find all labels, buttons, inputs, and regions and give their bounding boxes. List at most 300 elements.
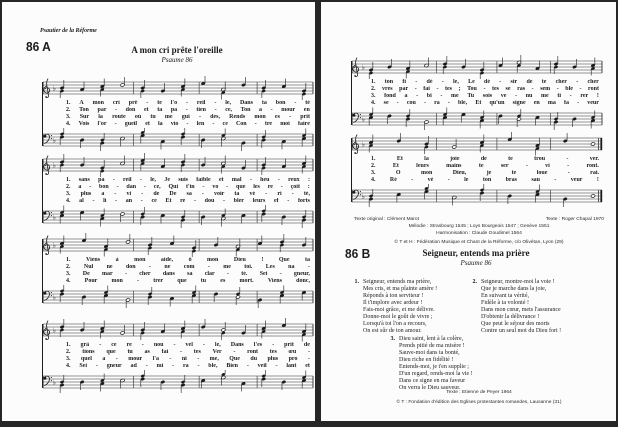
system-lyrics xyxy=(42,177,314,205)
lyric-syllable: - xyxy=(415,79,418,85)
lyric-syllable: 2. xyxy=(66,183,71,190)
lyric-syllable: : xyxy=(307,183,310,190)
lyric-line xyxy=(371,170,599,177)
lyric-syllable: de xyxy=(153,190,160,197)
lyric-syllable: mon xyxy=(111,277,123,284)
lyric-syllable: mon xyxy=(254,113,266,120)
lyric-syllable: O xyxy=(395,169,401,176)
credits-86a xyxy=(354,217,604,245)
lyric-syllable: 2. xyxy=(66,348,71,355)
lyric-syllable: l'o xyxy=(170,100,178,106)
lyric-syllable: ver. xyxy=(589,156,599,162)
verse-line: Réponds à ton serviteur ! xyxy=(363,293,424,299)
verse-number: 3. xyxy=(390,336,395,342)
verse-3 xyxy=(385,336,473,392)
music-system xyxy=(351,132,603,208)
lyric-syllable: li xyxy=(103,197,107,204)
lyric-syllable: - xyxy=(114,120,117,127)
lyric-line xyxy=(66,349,310,356)
staff-bass xyxy=(42,128,314,152)
lyric-syllable: - xyxy=(287,197,290,204)
lyric-syllable: - xyxy=(140,197,143,204)
lyric-syllable: 4. xyxy=(66,197,71,204)
lyric-syllable: à xyxy=(115,257,119,263)
piece-title-86b: Seigneur, entends ma prière xyxy=(422,248,530,258)
lyric-syllable: pa xyxy=(170,106,178,113)
lyric-syllable: tes xyxy=(445,85,453,92)
lyric-syllable: - xyxy=(447,176,450,183)
lyric-syllable: le, xyxy=(150,177,157,183)
lyric-syllable: Que xyxy=(229,355,240,362)
lyric-syllable: vi xyxy=(126,190,132,197)
lyric-syllable: en xyxy=(533,99,540,106)
verse-line: En suivant ta vérité, xyxy=(481,293,529,299)
lyric-syllable: tes xyxy=(193,348,201,355)
lyric-syllable: 3. xyxy=(371,169,376,176)
lyric-syllable: De xyxy=(82,270,90,277)
lyric-syllable: gueil xyxy=(124,120,138,127)
verse-lines xyxy=(481,279,561,335)
lyric-syllable: - xyxy=(214,106,217,113)
lyric-syllable: prê xyxy=(128,100,138,106)
footer-text-credit: Texte : Etienne de Peyer 1964 xyxy=(446,390,512,395)
lyric-syllable: té xyxy=(305,100,310,106)
lyric-syllable: bras xyxy=(505,176,517,183)
lyric-syllable: bon xyxy=(275,100,286,106)
lyric-syllable: Bien xyxy=(226,362,238,369)
lyric-syllable: Tu xyxy=(467,92,475,99)
page-left xyxy=(2,2,315,421)
lyric-syllable: par xyxy=(399,85,409,92)
title-block-86a xyxy=(57,45,297,64)
lyric-syllable: du xyxy=(250,355,258,362)
lyric-syllable: tu xyxy=(200,277,207,284)
lyric-syllable: Ton xyxy=(79,106,89,113)
svg-text:♭: ♭ xyxy=(361,114,366,123)
lyric-syllable: De xyxy=(169,190,177,197)
lyric-syllable: - xyxy=(149,263,152,270)
lyric-syllable: - xyxy=(145,362,148,369)
lyric-syllable: - xyxy=(447,99,450,106)
lyric-syllable: ad xyxy=(130,362,137,369)
lyric-syllable: la xyxy=(424,156,429,162)
lyric-syllable: a xyxy=(101,190,105,197)
lyric-line xyxy=(371,86,599,93)
lyric-line xyxy=(66,356,310,363)
verse-line: Contre un seul mot du Dieu fort ! xyxy=(481,328,562,334)
lyric-syllable: fai xyxy=(161,348,169,355)
lyric-syllable: - xyxy=(233,348,236,355)
verse-lines xyxy=(363,279,437,335)
verse-line: Fais-moi grâce, et me délivre. xyxy=(363,307,435,313)
lyric-syllable: gui xyxy=(181,113,190,120)
staff-treble xyxy=(42,233,314,257)
lyric-syllable: - xyxy=(226,270,229,277)
lyric-syllable: - xyxy=(197,355,200,362)
lyric-syllable: - xyxy=(114,190,117,197)
lyric-syllable: ne xyxy=(164,263,171,270)
lyric-syllable: - xyxy=(180,348,183,355)
lyric-syllable: Nul xyxy=(83,263,94,270)
lyric-syllable: ta xyxy=(157,106,163,113)
lyric-syllable: - xyxy=(272,342,275,348)
lyric-syllable: al xyxy=(79,197,84,204)
lyric-syllable: ta xyxy=(305,257,310,263)
lyric-syllable: par xyxy=(97,106,107,113)
piece-subtitle-86a: Psaume 86 xyxy=(161,56,193,64)
lyric-syllable: - xyxy=(440,92,443,99)
lyric-syllable: ce xyxy=(111,342,117,348)
lyric-line xyxy=(66,191,310,198)
lyric-line xyxy=(371,100,599,107)
lyric-syllable: vres xyxy=(382,85,393,92)
lyric-syllable: sau xyxy=(531,176,540,183)
lyric-syllable: - xyxy=(201,190,204,197)
lyric-syllable: Qui xyxy=(168,183,179,190)
svg-text:♭: ♭ xyxy=(52,326,57,335)
music-system xyxy=(42,233,314,309)
svg-text:♭: ♭ xyxy=(361,63,366,72)
verse-line: Dieu saint, lent à la colère, xyxy=(399,336,464,342)
lyric-syllable: ô xyxy=(188,257,192,263)
lyric-syllable: - xyxy=(499,79,502,85)
lyric-syllable: te xyxy=(511,169,517,176)
lyric-syllable: lant xyxy=(286,362,297,369)
lyric-syllable: - xyxy=(566,156,569,162)
lyric-syllable: tes xyxy=(269,348,277,355)
lyric-syllable: suis xyxy=(178,177,188,183)
lyric-syllable: - xyxy=(416,92,419,99)
lyric-syllable: - xyxy=(424,99,426,106)
lyric-syllable: es xyxy=(220,277,226,284)
lyric-syllable: - xyxy=(146,100,149,106)
lyric-line xyxy=(66,107,310,114)
lyric-syllable: ef xyxy=(273,197,279,204)
lyric-syllable: gneur, xyxy=(293,270,310,277)
lyric-syllable: cher xyxy=(555,79,567,85)
lyric-syllable: - xyxy=(202,183,205,190)
lyric-syllable: tu xyxy=(127,348,133,355)
verse-line: Donne-moi le goût de vivre ; xyxy=(363,314,433,320)
verse-line: Seigneur, montre-moi la voie ! xyxy=(481,279,555,285)
lyric-syllable: 1. xyxy=(371,79,376,85)
lyric-syllable: sans xyxy=(78,177,90,183)
lyric-syllable: et xyxy=(143,106,149,113)
lyric-syllable: ble, xyxy=(208,362,218,369)
verse-lines xyxy=(399,336,473,392)
lyric-syllable: et xyxy=(145,120,150,127)
music-system xyxy=(42,76,314,152)
lyric-syllable: Et xyxy=(475,99,482,106)
lyric-line xyxy=(66,121,310,128)
svg-text:♭: ♭ xyxy=(52,377,57,386)
lyric-syllable: té, xyxy=(303,190,310,197)
lyric-syllable: A xyxy=(79,100,84,106)
lyric-syllable: - xyxy=(436,85,439,92)
lyric-syllable: - xyxy=(279,270,282,277)
lyric-syllable: ser xyxy=(500,162,509,169)
lyric-syllable: vio xyxy=(170,120,179,127)
lyric-syllable: veur xyxy=(587,99,599,106)
verse-line: Sauve-moi dans ta bonté, xyxy=(399,350,460,356)
lyric-syllable: les xyxy=(253,183,260,190)
verse-number: 1. xyxy=(354,279,359,285)
lyric-syllable: l'a xyxy=(152,355,159,362)
verse-2 xyxy=(467,279,561,335)
staff-treble xyxy=(42,153,314,177)
lyric-syllable: çoit xyxy=(290,183,300,190)
lyric-syllable: ma xyxy=(547,99,556,106)
lyric-syllable: en xyxy=(303,106,310,113)
lyric-line xyxy=(371,93,599,100)
running-header: Psautier de la Réforme xyxy=(40,28,97,34)
lyric-syllable: an xyxy=(125,197,133,204)
lyric-syllable: bî xyxy=(426,92,432,99)
lyric-syllable: re xyxy=(180,197,186,204)
lyric-syllable: Dans xyxy=(230,342,244,348)
system-barline xyxy=(42,324,43,388)
verse-line: On est sûr de ton amour. xyxy=(363,328,422,334)
lyric-syllable: rai. xyxy=(590,169,599,176)
staff-bass xyxy=(351,184,603,208)
piece-number-86b: 86 B xyxy=(345,246,371,261)
lyric-syllable: ; xyxy=(458,85,461,92)
lyric-syllable: le xyxy=(464,176,469,183)
lyric-syllable: mort. xyxy=(239,277,254,284)
svg-text:♭: ♭ xyxy=(52,241,57,250)
lyric-syllable: leurs xyxy=(416,162,429,169)
lyric-syllable: cher xyxy=(587,79,599,85)
lyric-syllable: mar xyxy=(102,270,113,277)
staff-bass xyxy=(42,370,314,394)
lyric-syllable: - xyxy=(556,85,559,92)
lyric-syllable: vel xyxy=(185,342,193,348)
lyric-syllable: es xyxy=(274,113,280,120)
lyric-syllable: - xyxy=(139,177,142,183)
lyric-syllable: - xyxy=(579,85,582,92)
lyric-syllable: 1. xyxy=(66,177,71,183)
lyric-syllable: 2. xyxy=(371,162,376,169)
lyric-syllable: - xyxy=(212,120,215,127)
lyric-syllable: dan xyxy=(126,183,137,190)
lyric-syllable: pro xyxy=(288,355,298,362)
verse-line: Dieu riche en fidélité ! xyxy=(399,357,454,363)
lyric-syllable: - xyxy=(576,79,579,85)
lyric-syllable: heu xyxy=(260,177,270,183)
title-block-86b xyxy=(361,248,591,267)
lyric-line xyxy=(66,177,310,184)
lyric-syllable: Que xyxy=(278,257,290,263)
lyric-syllable: me xyxy=(164,113,173,120)
lyric-syllable: 4. xyxy=(371,176,376,183)
lyric-syllable: tu xyxy=(150,113,156,120)
credit-melody: Mélodie : Strasbourg 1545 ; Loys Bourgeois 1547 ; Genève 1551 xyxy=(408,223,550,229)
lyric-syllable: vi xyxy=(545,162,550,169)
lyric-syllable: mour xyxy=(128,355,143,362)
lyric-syllable: - xyxy=(567,162,570,169)
lyric-syllable: Vois xyxy=(78,120,90,127)
lyric-syllable: - xyxy=(141,342,144,348)
lyric-syllable: sem xyxy=(540,85,551,92)
staff-bass xyxy=(351,107,603,131)
system-lyrics xyxy=(42,342,314,370)
lyric-syllable: veur xyxy=(570,176,583,183)
music-system xyxy=(42,153,314,229)
lyric-syllable: - xyxy=(307,263,310,270)
lyric-syllable: mour xyxy=(281,106,296,113)
lyric-syllable: quel xyxy=(80,355,92,362)
lyric-syllable: 1. xyxy=(371,156,376,162)
music-system xyxy=(351,55,603,131)
lyric-syllable: signe xyxy=(512,99,526,106)
lyric-syllable: - xyxy=(265,190,268,197)
lyric-syllable: ton xyxy=(384,79,394,85)
staff-bass xyxy=(42,285,314,309)
lyric-syllable: dans xyxy=(162,270,175,277)
lyric-syllable: se xyxy=(505,85,511,92)
lyric-syllable: trer xyxy=(153,277,164,284)
lyric-syllable: 2. xyxy=(371,85,376,92)
lyric-syllable: ! xyxy=(596,92,599,99)
lyric-syllable: ras xyxy=(517,85,526,92)
lyric-syllable: te xyxy=(541,79,547,85)
verse-line: Lorsqu'à toi l'on a recours, xyxy=(363,321,427,327)
lyric-syllable: reil xyxy=(123,177,132,183)
lyric-syllable: - xyxy=(525,162,528,169)
lyric-syllable: ce, xyxy=(225,106,233,113)
system-barline xyxy=(42,82,43,146)
credit-original-text: Texte original : Clément Marot xyxy=(354,217,419,222)
lyric-syllable: : xyxy=(307,177,310,183)
lyric-syllable: 1. xyxy=(66,342,71,348)
lyric-syllable: 4. xyxy=(66,120,71,127)
lyric-syllable: - xyxy=(115,355,118,362)
lyric-syllable: 3. xyxy=(66,270,71,277)
system-lyrics xyxy=(42,100,314,128)
system-barline xyxy=(42,239,43,303)
credit-text-author: Texte : Roger Chapal 1970 xyxy=(545,217,604,222)
lyric-syllable: clar xyxy=(204,270,215,277)
lyric-syllable: - xyxy=(567,169,570,176)
lyric-syllable: trou xyxy=(534,156,546,162)
lyric-syllable: bon xyxy=(99,183,109,190)
lyric-syllable: - xyxy=(186,100,188,106)
lyric-syllable: - xyxy=(294,100,297,106)
lyric-syllable: - xyxy=(280,183,283,190)
credit-copyright-86a: © T et H : Fédération Musique et Chant de la Réforme, c/o Olivétan, Lyon (29) xyxy=(394,240,564,246)
lyric-syllable: mains xyxy=(446,162,462,169)
lyric-syllable: cou xyxy=(406,99,416,106)
lyric-syllable: moi xyxy=(280,120,290,127)
lyric-syllable: l'or xyxy=(97,120,107,127)
lyric-syllable: ra xyxy=(434,99,440,106)
lyric-syllable: - xyxy=(141,190,144,197)
lyric-syllable: joie xyxy=(450,156,460,162)
lyric-syllable: - xyxy=(185,106,188,113)
lyric-syllable: ! xyxy=(596,176,599,183)
lyric-syllable: faible xyxy=(196,177,211,183)
lyric-syllable: ton xyxy=(482,176,492,183)
lyric-syllable: 3. xyxy=(66,113,71,120)
page-right xyxy=(321,2,616,421)
lyric-syllable: et xyxy=(305,362,310,369)
lyric-syllable: 4. xyxy=(66,362,71,369)
lyric-syllable: ve xyxy=(500,92,507,99)
lyric-syllable: reux xyxy=(288,177,300,183)
lyric-syllable: bler xyxy=(233,197,244,204)
verse-line: Seigneur, entends ma prière, xyxy=(363,279,432,285)
lyric-syllable: - xyxy=(214,100,217,106)
lyric-syllable: tre xyxy=(264,120,273,127)
lyric-syllable: Rends xyxy=(229,113,246,120)
lyric-syllable: - xyxy=(115,197,118,204)
lyric-syllable: mal xyxy=(231,177,242,183)
lyric-syllable: Dans xyxy=(239,100,253,106)
lyric-syllable: plus xyxy=(267,355,279,362)
lyric-syllable: don xyxy=(125,263,136,270)
lyric-line xyxy=(66,264,310,271)
lyric-syllable: a xyxy=(404,92,408,99)
svg-text:♭: ♭ xyxy=(52,292,57,301)
lyric-syllable: - xyxy=(531,85,534,92)
lyric-syllable: donc, xyxy=(296,277,310,284)
lyric-syllable: - xyxy=(441,79,444,85)
lyric-syllable: - xyxy=(95,362,98,369)
svg-text:♭: ♭ xyxy=(361,140,366,149)
svg-text:♭: ♭ xyxy=(52,212,57,221)
lyric-line xyxy=(371,177,599,184)
lyric-syllable: - xyxy=(226,183,229,190)
lyric-line xyxy=(66,257,310,264)
staff-treble xyxy=(42,76,314,100)
lyric-syllable: - xyxy=(172,362,175,369)
lyric-syllable: t'in xyxy=(185,183,195,190)
lyric-syllable: Et xyxy=(165,197,172,204)
lyric-syllable: - xyxy=(124,270,127,277)
lyric-syllable: - xyxy=(307,348,310,355)
lyric-syllable: ble xyxy=(565,85,573,92)
lyric-syllable: sa xyxy=(186,190,192,197)
lyric-syllable: - xyxy=(137,277,140,284)
lyric-syllable: a xyxy=(102,355,106,362)
verse-line: Que je marche dans la joie, xyxy=(481,286,547,292)
svg-text:♭: ♭ xyxy=(361,191,366,200)
lyric-syllable: ble, xyxy=(458,99,468,106)
lyric-syllable: - xyxy=(569,92,572,99)
lyric-syllable: fa xyxy=(564,99,569,106)
lyric-syllable: té. xyxy=(241,270,248,277)
lyric-syllable: ri xyxy=(277,190,282,197)
lyric-syllable: as xyxy=(144,348,150,355)
system-lyrics xyxy=(42,257,314,285)
verse-line: On verra le Dieu sauveur. xyxy=(399,385,461,391)
lyric-syllable: je xyxy=(486,169,492,176)
system-barline xyxy=(42,159,43,223)
lyric-syllable: Sei xyxy=(259,270,268,277)
lyric-syllable: ne xyxy=(106,263,113,270)
lyric-syllable: ce, xyxy=(153,183,161,190)
lyric-line xyxy=(66,271,310,278)
lyric-syllable: où xyxy=(134,113,142,120)
lyric-syllable: veil xyxy=(257,362,267,369)
lyric-syllable: - xyxy=(89,183,92,190)
lyric-syllable: le, xyxy=(214,342,221,348)
lyric-syllable: 4. xyxy=(66,277,71,284)
lyric-syllable: - xyxy=(396,99,399,106)
lyric-syllable: - xyxy=(198,113,201,120)
lyric-syllable: vé xyxy=(249,190,256,197)
svg-text:♭: ♭ xyxy=(52,161,57,170)
